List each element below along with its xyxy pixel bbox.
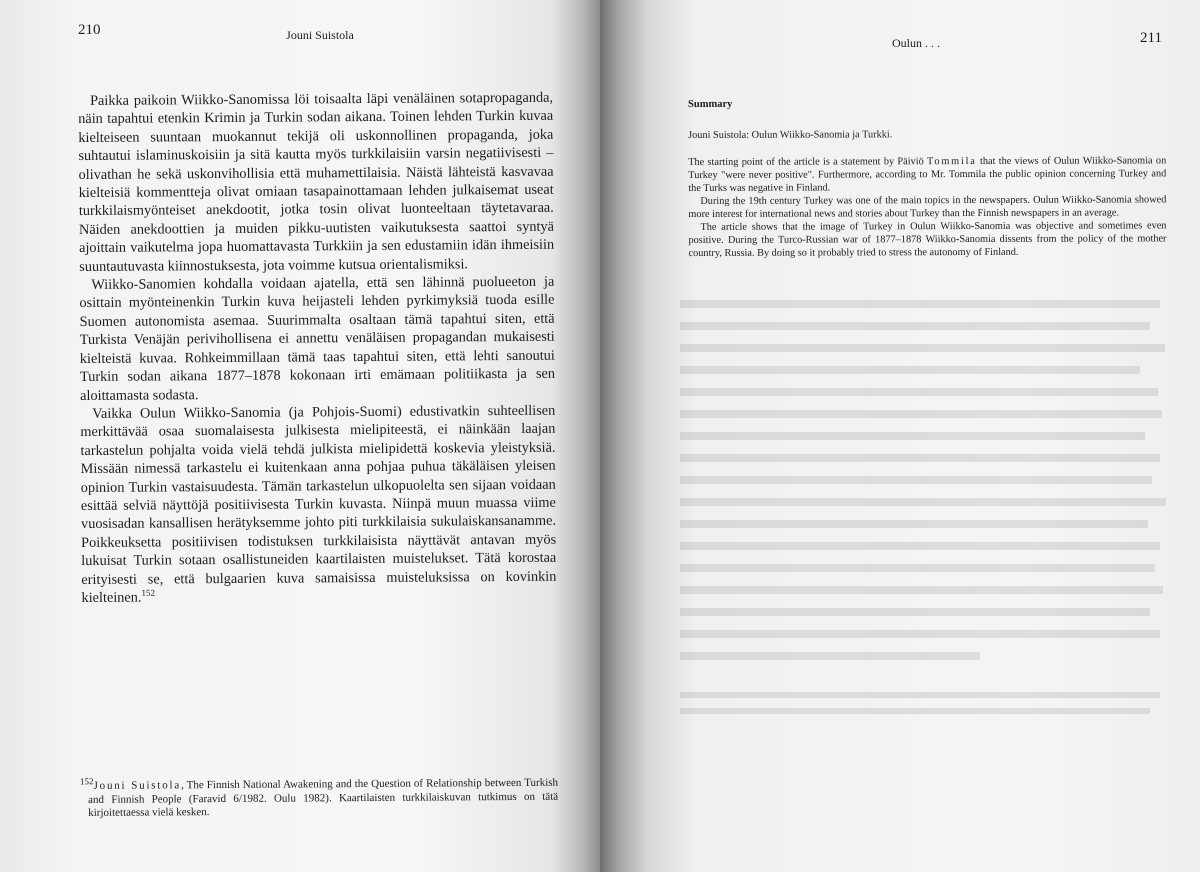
footnote-number: 152 [79, 776, 94, 787]
running-head-left: Jouni Suistola [286, 28, 354, 42]
paragraph-3-text: Vaikka Oulun Wiikko-Sanomia (ja Pohjois-Suomi) edustivatkin suhteellisen merkittävää osaa suomalaisesta julkisesta mielipiteestä, ei näinkään laajan tarkastelun pohjalta voida vielä tehdä julkista mielipidettä koskevia yleistyksiä. Missään nimessä tarkastelu ei kuitenkaan anna pohjaa puhua täkäläisen yleisen opinion Turkin vastaisuudesta. Tämän tarkastelun ulkopuolelta sen sijaan voidaan esittää selviä näyttöjä positiivisesta Turkin kuvasta. Niinpä muun muassa viime vuosisadan kansallisen herätyksemme johto piti turkkilaisia sukulaiskansanamme. Poikkeuksetta positiivisen todistuksen turkkilaisista näyttävät antavan myös lukuisat Turkin sotaan osallistuneiden kaartilaisten muistelukset. Tätä korostaa erityisesti se, että bulgaarien kuva samaisissa muisteluksissa on kovinkin kielteinen. [80, 402, 557, 606]
summary-p1-name: Tommila [927, 155, 977, 168]
summary-subtitle: Jouni Suistola: Oulun Wiikko-Sanomia ja Turkki. [688, 129, 893, 141]
summary-p1-start: The starting point of the article is a statement by Päiviö [688, 156, 928, 168]
summary-paragraph-2: During the 19th century Turkey was one of the main topics in the newspapers. Oulun Wiikko-Sanomia showed more interest for international news and stories about Turkey than the Finnish newspapers in an average. [688, 194, 1167, 220]
running-head-right: Oulun . . . [892, 36, 940, 50]
page-number-right: 211 [1140, 30, 1162, 46]
summary-p1-end: that the views of Oulun Wiikko-Sanomia on Turkey "were never positive". Furthermore, according to Mr. Tommila the public opinion concerning Turkey and the Turks was negative in Finland. [688, 155, 1167, 194]
footnote-reference: 152 [141, 587, 155, 598]
footnote [80, 777, 558, 821]
left-body-text [78, 89, 557, 608]
summary-paragraph-3: The article shows that the image of Turkey in Oulun Wiikko-Sanomia was objective and sometimes even positive. During the Turco-Russian war of 1877–1878 Wiikko-Sanomia dissents from the policy of the mother country, Russia. By doing so it probably tried to stress the autonomy of Finland. [688, 220, 1167, 259]
footnote-entry [80, 777, 558, 821]
summary-paragraph-1 [688, 154, 1166, 195]
footnote-text: , The Finnish National Awakening and the Question of Relationship between Turkish and Finnish People (Faravid 6/1982. Oulu 1982). Kaartilaisten turkkilaiskuvan tutkimus on tätä kirjoitettaessa vielä kesken. [88, 776, 559, 820]
paragraph-1: Paikka paikoin Wiikko-Sanomissa löi toisaalta läpi venäläinen sotapropaganda, näin tapahtui etenkin Krimin ja Turkin sodan aikana. Toinen lehden Turkin kuvaa kielteiseen suuntaan muokannut tekijä oli uskonnollinen propaganda, joka suhtautui islaminuskoisiin ja sitä kautta myös turkkilaisiin varsin negatiivisesti – olivathan he sekä uskonvihollisia että muhamettilaisia. Näistä lähteistä kasvavaa kielteisiä kommentteja olivat omiaan tasapainottamaan lehden julkaisemat useat turkkilaismyönteiset anekdootit, jotka tosin olivat luonteeltaan täytetavaraa. Näiden anekdoottien ja muiden pikku-uutisten vaikutuksesta saattoi syntyä ajoittain vaikutelma jopa huomattavasta Turkkiin ja sen edustamiin idän ihmeisiin suuntautuvasta kiinnostuksesta, jota voimme kutsua orientalismiksi. [78, 89, 555, 275]
show-through-texture [680, 300, 1180, 720]
right-page [600, 0, 1200, 872]
paragraph-2: Wiikko-Sanomien kohdalla voidaan ajatella, että sen lähinnä puolueeton ja osittain myönteinenkin Turkin kuva heijasteli lehden pyrkimyksiä tuoda esille Suomen autonomista asemaa. Suurimmalta osaltaan tämä tapahtui siten, että Turkista Venäjän perivihollisena ei annettu venäläisen propagandan mukaisesti kielteistä kuvaa. Rohkeimmillaan tämä taas tapahtui siten, että lehti sanoutui Turkin sodan aikana 1877–1878 kokonaan irti emämaan politiikasta ja sen aloittamasta sodasta. [79, 273, 556, 404]
show-through-lines [680, 300, 1180, 720]
footnote-author: Jouni Suistola [93, 779, 182, 792]
summary-heading: Summary [688, 98, 733, 110]
page-number-left: 210 [78, 22, 101, 38]
summary-section [688, 96, 1167, 260]
paragraph-3 [80, 402, 556, 608]
